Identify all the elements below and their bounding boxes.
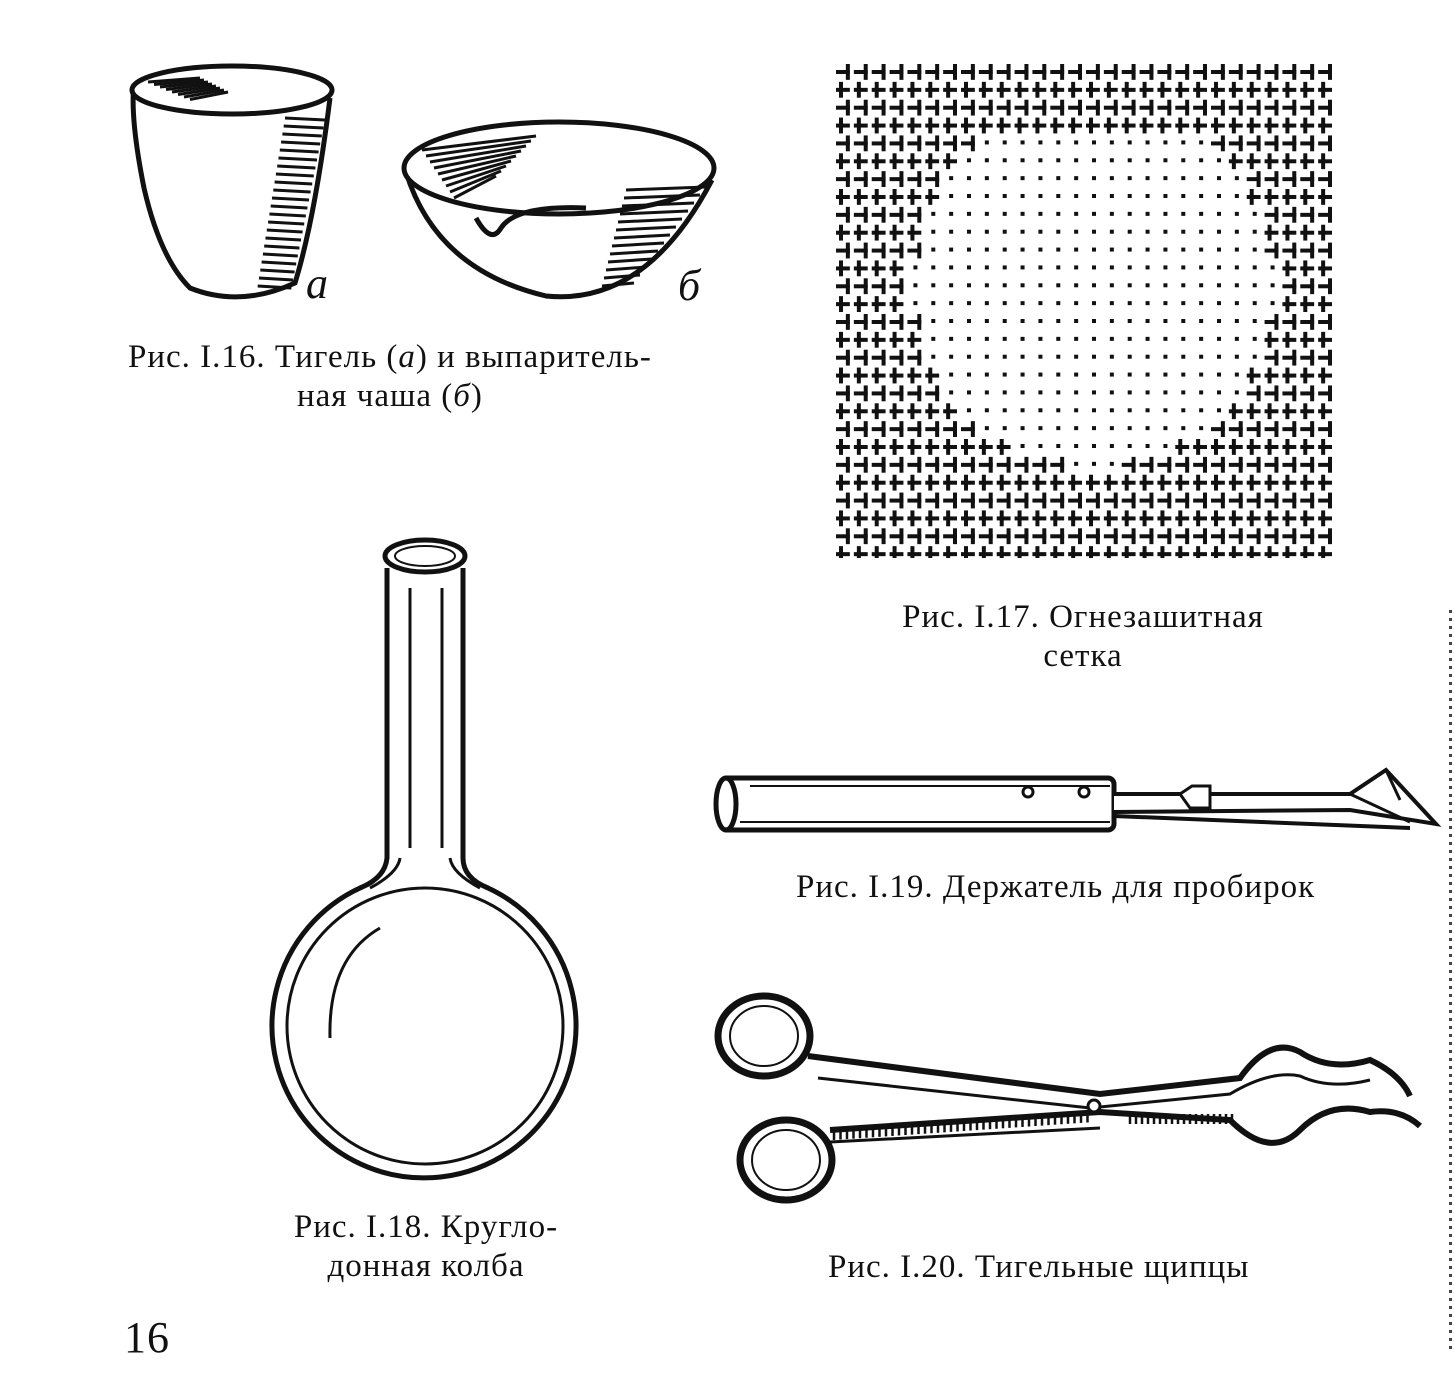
dish-label-b: б — [678, 261, 701, 310]
fig16-caption-letter-b: б — [453, 378, 471, 414]
crucible-label-a: а — [306, 259, 328, 308]
fig16-caption-line1-suffix: ) и выпаритель- — [415, 339, 652, 375]
wire-gauze-illustration — [832, 58, 1332, 558]
page-number: 16 — [124, 1313, 170, 1362]
fig18-caption — [266, 1208, 586, 1286]
fig17-caption-line2: сетка — [1043, 638, 1123, 674]
round-bottom-flask-illustration — [260, 528, 590, 1188]
fig20-caption-text: Рис. I.20. Тигельные щипцы — [828, 1249, 1250, 1285]
crucible-illustration — [120, 58, 350, 308]
scan-edge-line — [1449, 610, 1452, 1350]
fig16-caption-line2-prefix: ная чаша ( — [296, 378, 454, 414]
fig17-caption-line1: Рис. I.17. Огнезашитная — [902, 599, 1264, 635]
fig18-caption-line1: Рис. I.18. Кругло- — [293, 1209, 559, 1245]
fig20-caption — [828, 1248, 1249, 1287]
evaporating-dish-illustration — [396, 110, 726, 310]
crucible-tongs-illustration — [710, 990, 1430, 1220]
fig16-caption — [128, 338, 652, 416]
fig19-caption — [796, 868, 1315, 907]
fig16-caption-letter-a: а — [398, 339, 416, 375]
fig16-caption-line2-suffix: ) — [470, 378, 483, 414]
test-tube-holder-illustration — [710, 764, 1444, 844]
fig19-caption-text: Рис. I.19. Держатель для пробирок — [796, 869, 1316, 905]
fig16-caption-line1-prefix: Рис. I.16. Тигель ( — [128, 339, 399, 375]
fig18-caption-line2: донная колба — [327, 1248, 525, 1284]
fig17-caption — [866, 598, 1300, 676]
